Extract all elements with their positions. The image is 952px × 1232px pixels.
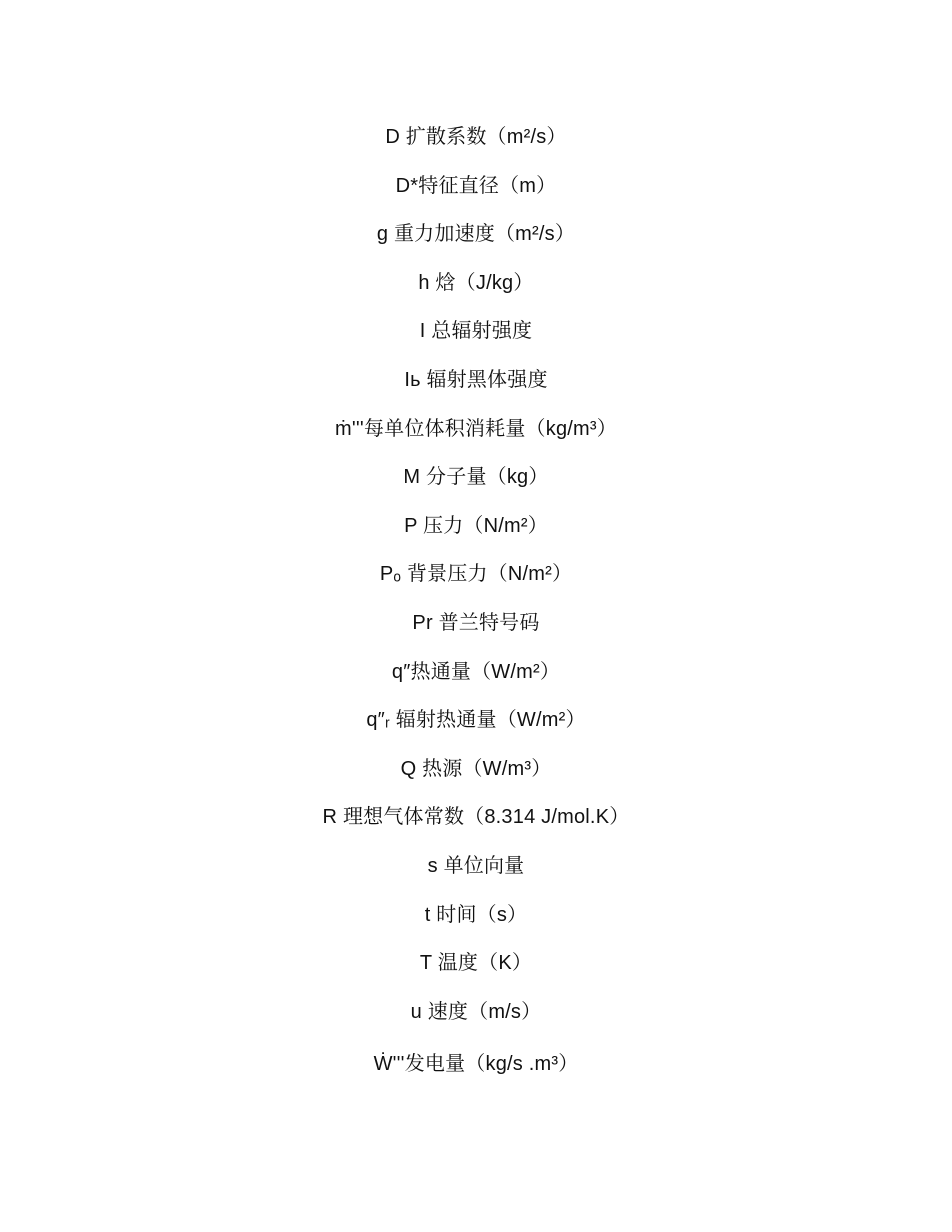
nomenclature-entry: D*特征直径（m） <box>395 174 557 197</box>
nomenclature-entry: h 焓（J/kg） <box>418 271 534 294</box>
nomenclature-entry: q″热通量（W/m²） <box>391 660 561 683</box>
nomenclature-entry: I 总辐射强度 <box>419 320 533 343</box>
nomenclature-entry: M 分子量（kg） <box>403 466 549 489</box>
nomenclature-entry: t 时间（s） <box>424 903 528 926</box>
nomenclature-list <box>0 118 952 1094</box>
nomenclature-entry: ṁ'''每单位体积消耗量（kg/m³） <box>335 417 617 440</box>
nomenclature-entry: Iь 辐射黑体强度 <box>404 368 548 391</box>
nomenclature-entry: u 速度（m/s） <box>410 1000 542 1023</box>
nomenclature-entry: D 扩散系数（m²/s） <box>385 126 567 148</box>
nomenclature-entry: Ẇ'''发电量（kg/s .m³） <box>373 1053 579 1076</box>
nomenclature-entry: R 理想气体常数（8.314 J/mol.K） <box>322 806 630 829</box>
nomenclature-entry: s 单位向量 <box>427 854 525 877</box>
nomenclature-entry: q″ᵣ 辐射热通量（W/m²） <box>366 709 586 732</box>
nomenclature-entry: T 温度（K） <box>419 952 533 975</box>
nomenclature-entry: Pₒ 背景压力（N/m²） <box>379 563 573 586</box>
nomenclature-entry: P 压力（N/m²） <box>404 514 548 537</box>
nomenclature-entry: g 重力加速度（m²/s） <box>376 223 576 246</box>
nomenclature-entry: Q 热源（W/m³） <box>400 757 552 780</box>
nomenclature-entry: Pr 普兰特号码 <box>412 611 540 634</box>
